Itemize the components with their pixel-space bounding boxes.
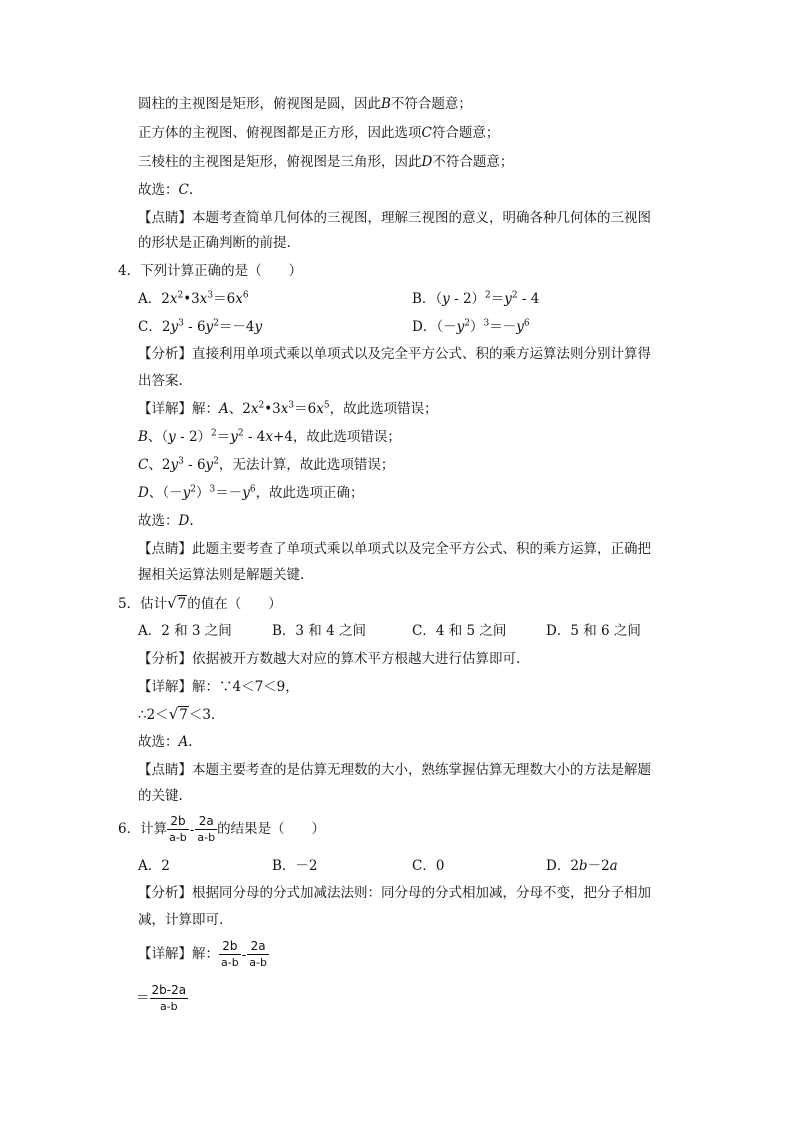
q4-detail-d xyxy=(138,484,364,502)
q4-detail-a xyxy=(138,400,438,418)
q4-detail-d-suffix: ，故此选项正确； xyxy=(255,485,364,501)
q4-option-a-expr: $2x^2•3x^3=6x^6$ xyxy=(161,290,249,307)
q4-option-c-expr: $2y^3 - 6y^2=-4y$ xyxy=(161,318,263,335)
q5-option-a: A．2 和 3 之间 xyxy=(138,623,232,639)
q5-therefore-pre: ∴2＜ xyxy=(138,707,169,723)
q6-step-fraction xyxy=(150,983,189,1014)
q4-detail-a-suffix: ，故此选项错误； xyxy=(329,401,438,417)
q3-line-d-var: D xyxy=(421,154,433,170)
q3-line-c-post: 符合题意； xyxy=(431,125,500,141)
q6-option-c: C．0 xyxy=(412,858,445,874)
q3-line-c-var: C xyxy=(421,125,432,141)
q5-answer-var: A xyxy=(178,734,189,750)
q4-answer-label: 故选： xyxy=(138,513,179,529)
q6-detail-fraction-1 xyxy=(219,939,241,970)
q6-option-d: D．2b－2a xyxy=(546,858,618,874)
q6-detail-label: 【详解】解： xyxy=(138,946,219,962)
q4-option-d-expr: $(-y^2)^3=-y^6$ xyxy=(436,318,530,335)
q6-step-eq: ＝ xyxy=(136,990,150,1006)
q3-line-d-post: 不符合题意； xyxy=(432,154,514,170)
q5-detail: 【详解】解：∵4＜7＜9， xyxy=(138,679,299,695)
q4-detail-c-suffix: ，无法计算，故此选项错误； xyxy=(218,457,395,473)
q6-stem-pre: 6．计算 xyxy=(118,821,168,837)
q5-therefore xyxy=(138,705,215,724)
q4-option-d xyxy=(412,318,530,336)
q5-stem-post: 的值在（ ） xyxy=(187,596,282,612)
q5-therefore-post: ＜3. xyxy=(188,707,216,723)
q5-answer-post: . xyxy=(188,734,193,750)
q4-option-b-label: B． xyxy=(412,291,436,307)
q6-detail-fraction-2-den: a-b xyxy=(249,956,267,969)
q6-stem xyxy=(118,812,325,846)
q4-option-c-label: C． xyxy=(138,319,162,335)
q4-option-a-label: A． xyxy=(138,291,162,307)
q4-analysis-line2: 出答案. xyxy=(138,373,183,389)
q6-fraction-2-den: a-b xyxy=(197,831,216,844)
q4-detail-b-suffix: ，故此选项错误； xyxy=(292,429,401,445)
q3-answer-var: C xyxy=(178,182,189,198)
q4-detail-c-expr: C、$2y^3 - 6y^2$ xyxy=(138,456,219,473)
q3-line-c xyxy=(138,124,499,142)
q6-analysis-line2: 减，计算即可. xyxy=(138,912,224,928)
q6-option-a: A．2 xyxy=(138,858,170,874)
q6-fraction-1 xyxy=(167,814,189,845)
q3-line-b-post: 不符合题意； xyxy=(390,96,472,112)
q4-stem: 4．下列计算正确的是（ ） xyxy=(118,263,303,279)
q5-sqrt: √7 xyxy=(167,594,187,612)
q6-fraction-1-den: a-b xyxy=(169,831,187,844)
q3-line-d xyxy=(138,153,513,171)
q5-option-d: D．5 和 6 之间 xyxy=(546,623,641,639)
q4-detail-d-expr: D、$(-y^2)^3=-y^6$ xyxy=(138,484,256,501)
q6-detail-fraction-2-num: 2a xyxy=(247,939,269,955)
q5-answer-label: 故选： xyxy=(138,734,179,750)
q4-comment-line1: 【点睛】此题主要考查了单项式乘以单项式以及完全平方公式、积的乘方运算，正确把 xyxy=(138,541,651,557)
q5-option-c: C．4 和 5 之间 xyxy=(412,623,507,639)
q6-analysis-line1: 【分析】根据同分母的分式加减法法则：同分母的分式相加减，分母不变，把分子相加 xyxy=(138,885,651,901)
q5-answer xyxy=(138,733,193,751)
q4-option-b xyxy=(412,290,539,308)
q5-comment-line2: 的关键. xyxy=(138,788,183,804)
q5-stem-pre: 5．估计 xyxy=(118,596,168,612)
q3-line-d-text: 三棱柱的主视图是矩形，俯视图是三角形，因此 xyxy=(138,154,422,170)
q6-fraction-1-num: 2b xyxy=(167,814,189,830)
q5-therefore-radicand: 7 xyxy=(179,707,188,723)
q4-answer-var: D xyxy=(178,513,190,529)
q5-option-b: B．3 和 4 之间 xyxy=(272,623,366,639)
q5-therefore-sqrt: √7 xyxy=(168,705,188,723)
q6-fraction-2-num: 2a xyxy=(195,814,217,830)
q4-answer-post: . xyxy=(189,513,194,529)
q4-detail-b xyxy=(138,428,401,446)
q5-analysis: 【分析】依据被开方数越大对应的算术平方根越大进行估算即可. xyxy=(138,651,521,667)
q5-radicand: 7 xyxy=(177,596,187,612)
q4-option-b-expr: $(y - 2)^2=y^2 - 4$ xyxy=(435,290,540,307)
q3-answer-post: . xyxy=(188,182,194,198)
q4-option-d-label: D． xyxy=(412,319,437,335)
q6-minus: - xyxy=(189,821,195,838)
q3-answer xyxy=(138,181,193,199)
q6-step-den: a-b xyxy=(159,1000,178,1013)
q6-fraction-2 xyxy=(195,814,217,845)
q5-stem xyxy=(118,594,282,613)
q6-detail-fraction-1-den: a-b xyxy=(221,956,239,969)
q4-detail-label: 【详解】解： xyxy=(138,401,219,417)
q6-step xyxy=(136,981,188,1015)
q4-detail-b-expr: B、$(y - 2)^2=y^2 - 4x+4$ xyxy=(138,428,293,445)
q3-comment-line1: 【点睛】本题考查简单几何体的三视图，理解三视图的意义，明确各种几何体的三视图 xyxy=(138,210,651,226)
q6-detail-fraction-2 xyxy=(247,939,269,970)
q6-option-b: B．－2 xyxy=(272,858,318,874)
q6-step-num: 2b-2a xyxy=(151,983,187,997)
q6-detail xyxy=(138,937,269,971)
q4-detail-a-expr: A、$2x^2•3x^3=6x^5$ xyxy=(219,400,330,417)
q4-comment-line2: 握相关运算法则是解题关键. xyxy=(138,567,305,583)
q6-detail-fraction-1-num: 2b xyxy=(219,939,241,955)
q4-answer xyxy=(138,512,194,530)
q3-line-b-text: 圆柱的主视图是矩形，俯视图是圆，因此 xyxy=(138,96,381,112)
q4-option-c xyxy=(138,318,262,336)
q5-comment-line1: 【点睛】本题主要考查的是估算无理数的大小，熟练掌握估算无理数大小的方法是解题 xyxy=(138,762,651,778)
q3-line-c-text: 正方体的主视图、俯视图都是正方形，因此选项 xyxy=(138,125,422,141)
q3-comment-line2: 的形状是正确判断的前提. xyxy=(138,235,291,251)
q4-detail-c xyxy=(138,456,394,474)
q3-line-b xyxy=(138,95,472,113)
q3-answer-label: 故选： xyxy=(138,182,179,198)
q6-detail-minus: - xyxy=(241,946,247,963)
q3-line-b-var: B xyxy=(381,96,391,112)
q4-analysis-line1: 【分析】直接利用单项式乘以单项式以及完全平方公式、积的乘方运算法则分别计算得 xyxy=(138,346,651,362)
q6-stem-post: 的结果是（ ） xyxy=(217,821,326,837)
q4-option-a xyxy=(138,290,249,308)
